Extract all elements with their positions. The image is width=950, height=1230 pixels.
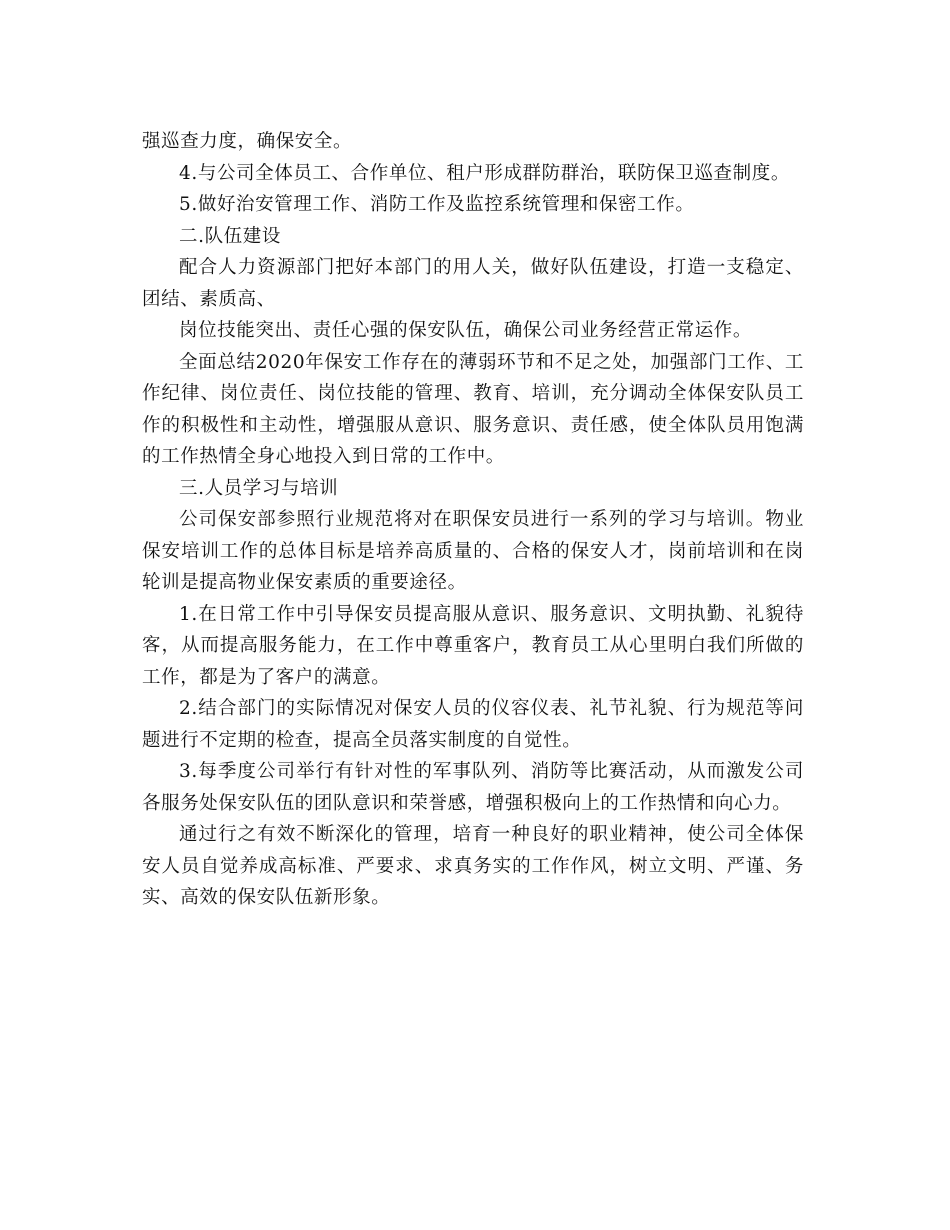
section-heading-training: 三.人员学习与培训 bbox=[179, 477, 339, 499]
paragraph-annual-summary: 全面总结2020年保安工作存在的薄弱环节和不足之处，加强部门工作、工作纪律、岗位责任、岗位技能的管理、教育、培训，充分调动全体保安队员工作的积极性和主动性，增强服从意识、服务意识、责任感，使全体队员用饱满的工作热情全身心地投入到日常的工作中。 bbox=[142, 351, 804, 467]
paragraph-continuation: 强巡查力度，确保安全。 bbox=[142, 131, 353, 152]
paragraph-team-skills: 岗位技能突出、责任心强的保安队伍，确保公司业务经营正常运作。 bbox=[179, 320, 753, 341]
paragraph-item-5: 5.做好治安管理工作、消防工作及监控系统管理和保密工作。 bbox=[179, 194, 695, 215]
document-body bbox=[142, 126, 804, 914]
paragraph-item-4: 4.与公司全体员工、合作单位、租户形成群防群治，联防保卫巡查制度。 bbox=[179, 162, 790, 184]
paragraph-training-goals: 公司保安部参照行业规范将对在职保安员进行一系列的学习与培训。物业保安培训工作的总体目标是培养高质量的、合格的保安人才，岗前培训和在岗轮训是提高物业保安素质的重要途径。 bbox=[142, 509, 804, 593]
paragraph-training-item-3: 3.每季度公司举行有针对性的军事队列、消防等比赛活动，从而激发公司各服务处保安队伍的团队意识和荣誉感，增强积极向上的工作热情和向心力。 bbox=[142, 761, 804, 814]
paragraph-training-item-2: 2.结合部门的实际情况对保安人员的仪容仪表、礼节礼貌、行为规范等问题进行不定期的检查，提高全员落实制度的自觉性。 bbox=[142, 698, 804, 751]
paragraph-training-item-1: 1.在日常工作中引导保安员提高服从意识、服务意识、文明执勤、礼貌待客，从而提高服务能力，在工作中尊重客户，教育员工从心里明白我们所做的工作，都是为了客户的满意。 bbox=[142, 603, 804, 688]
paragraph-hr-cooperation: 配合人力资源部门把好本部门的用人关，做好队伍建设，打造一支稳定、团结、素质高、 bbox=[142, 257, 804, 310]
paragraph-conclusion: 通过行之有效不断深化的管理，培育一种良好的职业精神，使公司全体保安人员自觉养成高标准、严要求、求真务实的工作作风，树立文明、严谨、务实、高效的保安队伍新形象。 bbox=[142, 824, 804, 908]
section-heading-team-building: 二.队伍建设 bbox=[179, 225, 281, 247]
